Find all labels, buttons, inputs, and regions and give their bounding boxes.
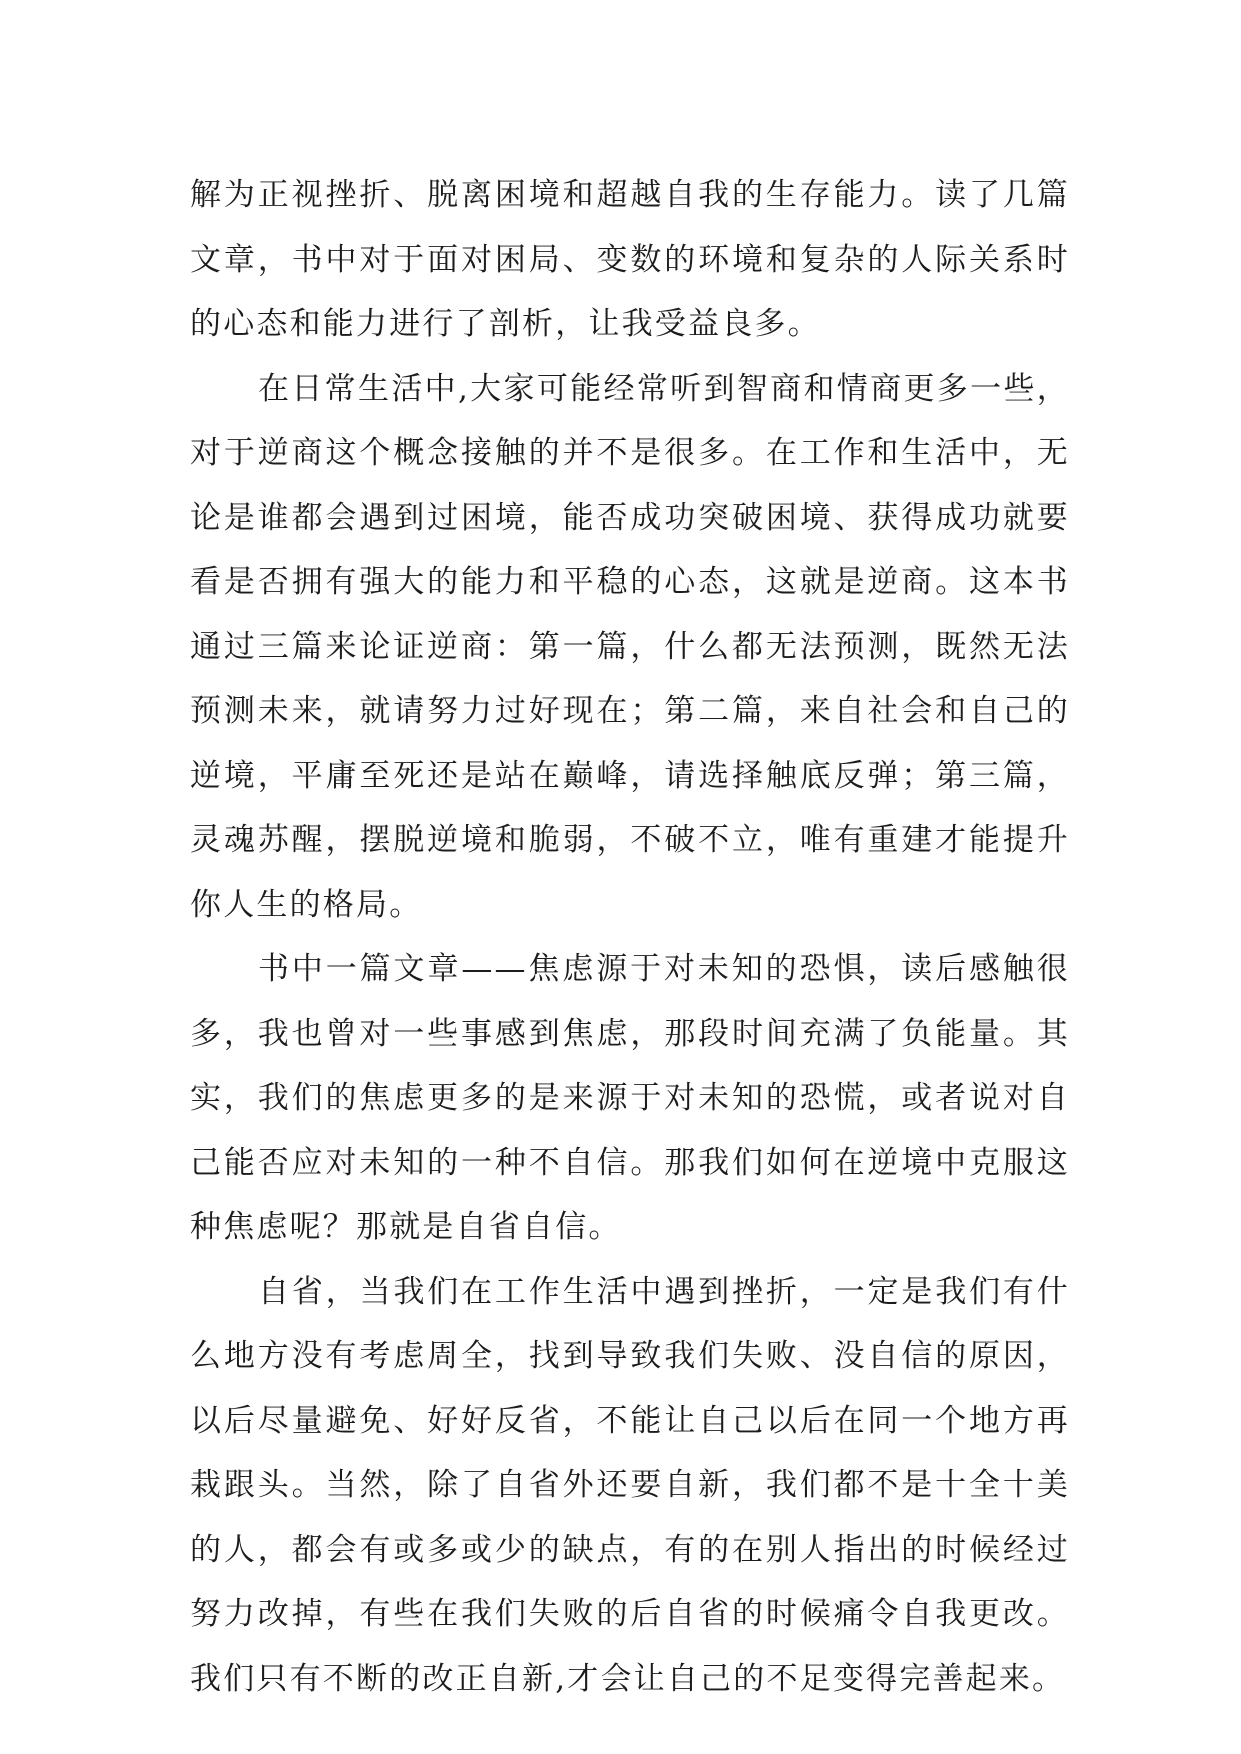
text-line: 种焦虑呢？那就是自省自信。 bbox=[190, 1209, 622, 1245]
text-line: 努力改掉，有些在我们失败的后自省的时候痛令自我更改。 bbox=[190, 1596, 1070, 1632]
document-body bbox=[190, 163, 1070, 1711]
paragraph-3 bbox=[190, 937, 1070, 1260]
text-line: 的心态和能力进行了剖析，让我受益良多。 bbox=[190, 306, 821, 342]
text-line: 的人，都会有或多或少的缺点，有的在别人指出的时候经过 bbox=[190, 1531, 1070, 1568]
text-line: 论是谁都会遇到过困境，能否成功突破困境、获得成功就要 bbox=[190, 499, 1070, 536]
text-line: 栽跟头。当然，除了自省外还要自新，我们都不是十全十美 bbox=[190, 1467, 1070, 1503]
text-line: 我们只有不断的改正自新,才会让自己的不足变得完善起来。 bbox=[190, 1660, 1066, 1697]
text-line: 己能否应对未知的一种不自信。那我们如何在逆境中克服这 bbox=[190, 1144, 1070, 1181]
text-line: 灵魂苏醒，摆脱逆境和脆弱，不破不立，唯有重建才能提升 bbox=[190, 822, 1070, 858]
text-line: 看是否拥有强大的能力和平稳的心态，这就是逆商。这本书 bbox=[190, 564, 1070, 600]
text-line: 通过三篇来论证逆商：第一篇，什么都无法预测，既然无法 bbox=[190, 628, 1070, 665]
text-line: 以后尽量避免、好好反省，不能让自己以后在同一个地方再 bbox=[190, 1402, 1070, 1439]
text-line: 么地方没有考虑周全，找到导致我们失败、没自信的原因， bbox=[190, 1338, 1070, 1374]
text-line: 预测未来，就请努力过好现在；第二篇，来自社会和自己的 bbox=[190, 693, 1070, 729]
text-line: 实，我们的焦虑更多的是来源于对未知的恐慌，或者说对自 bbox=[190, 1080, 1070, 1116]
paragraph-1 bbox=[190, 163, 1070, 357]
text-line: 在日常生活中,大家可能经常听到智商和情商更多一些， bbox=[258, 370, 1070, 407]
paragraph-2 bbox=[190, 357, 1070, 938]
text-line: 对于逆商这个概念接触的并不是很多。在工作和生活中，无 bbox=[190, 435, 1070, 471]
text-line: 多，我也曾对一些事感到焦虑，那段时间充满了负能量。其 bbox=[190, 1015, 1070, 1052]
text-line: 书中一篇文章——焦虑源于对未知的恐惧，读后感触很 bbox=[258, 951, 1070, 987]
paragraph-4 bbox=[190, 1260, 1070, 1712]
text-line: 解为正视挫折、脱离困境和超越自我的生存能力。读了几篇 bbox=[190, 177, 1070, 213]
text-line: 自省，当我们在工作生活中遇到挫折，一定是我们有什 bbox=[258, 1273, 1070, 1310]
text-line: 文章，书中对于面对困局、变数的环境和复杂的人际关系时 bbox=[190, 241, 1070, 278]
text-line: 逆境，平庸至死还是站在巅峰，请选择触底反弹；第三篇， bbox=[190, 757, 1070, 794]
text-line: 你人生的格局。 bbox=[190, 886, 423, 923]
